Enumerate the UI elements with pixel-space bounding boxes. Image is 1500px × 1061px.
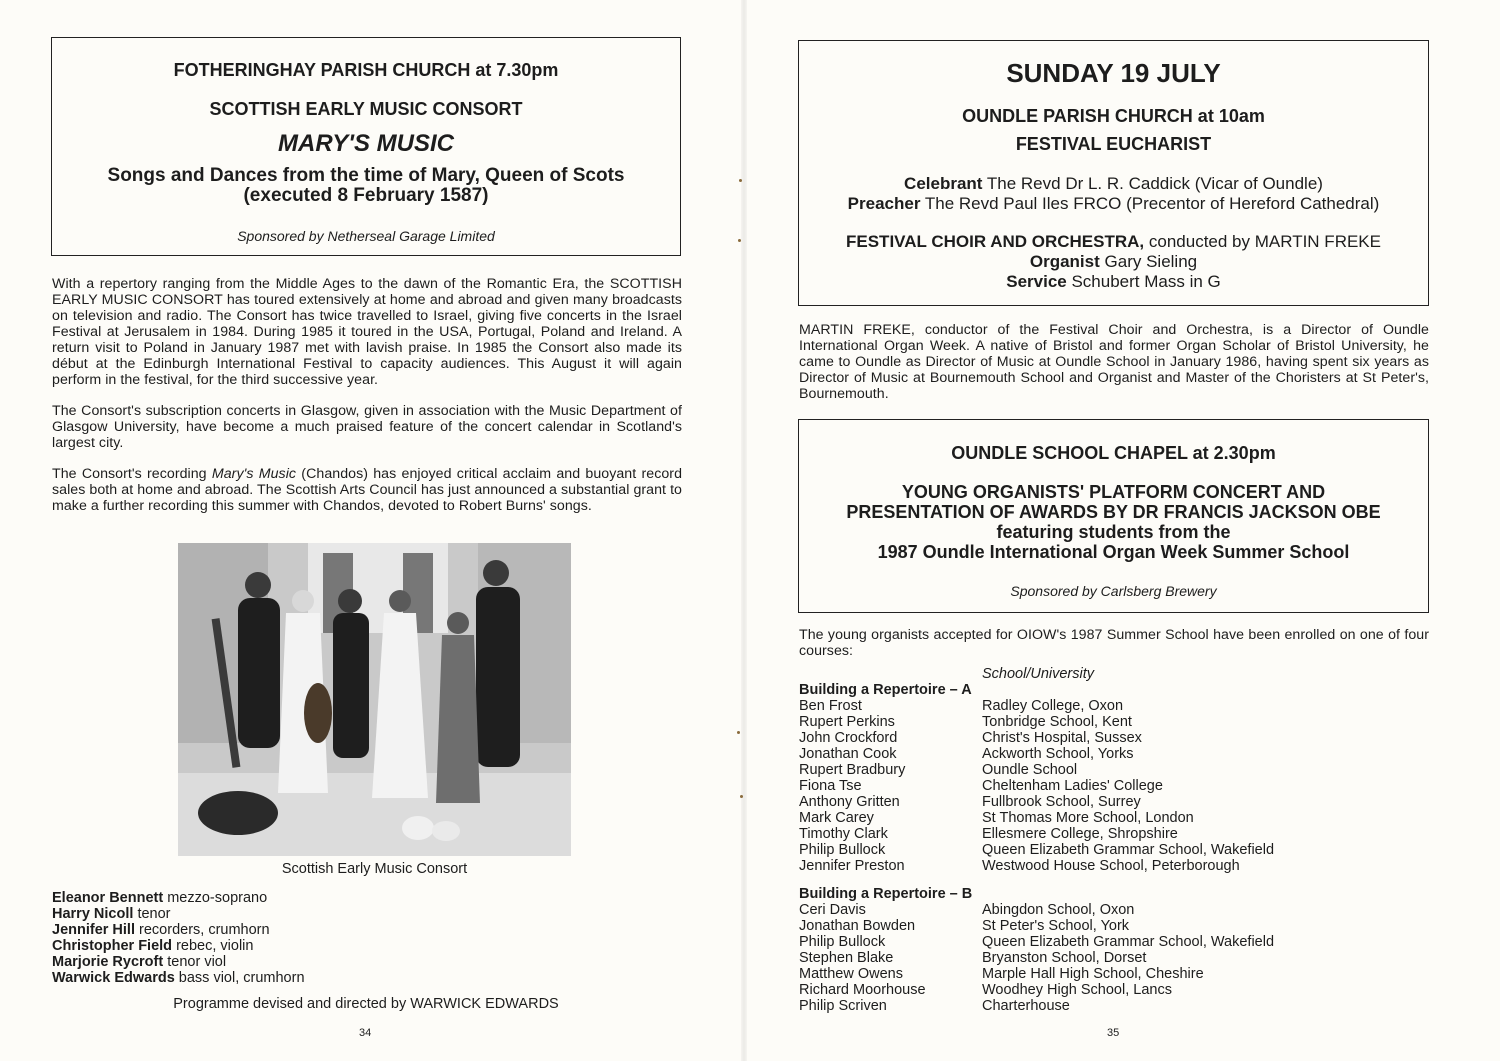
performer-row: [52, 890, 305, 906]
student-row: [799, 698, 1439, 714]
student-name: John Crockford: [799, 730, 898, 746]
recording-title: Mary's Music: [211, 466, 297, 482]
celebrant-line: [799, 174, 1428, 194]
student-row: [799, 810, 1439, 826]
student-row: [799, 966, 1439, 982]
text-span: The Consort's recording: [52, 466, 212, 482]
sunday-eucharist-box: [798, 40, 1429, 306]
field-value: Gary Sieling: [1104, 252, 1198, 271]
student-row: [799, 982, 1439, 998]
student-school: Abingdon School, Oxon: [982, 902, 1135, 918]
paragraph: The young organists accepted for OIOW's 1987 Summer School have been enrolled on one of four courses:: [799, 627, 1429, 659]
student-row: [799, 934, 1439, 950]
student-row: [799, 762, 1439, 778]
performer-name: Eleanor Bennett: [52, 890, 164, 906]
venue-heading: OUNDLE SCHOOL CHAPEL at 2.30pm: [951, 443, 1276, 463]
performer-list: [52, 890, 305, 986]
student-school: Tonbridge School, Kent: [982, 714, 1132, 730]
text-span: (Chandos) has enjoyed critical acclaim and buoyant record sales both at home and abroad. The Scottish Arts Council has just announced a substantial grant to make a further recording this summer with Chandos, devoted to Robert Burns' songs.: [52, 466, 683, 514]
sponsor-line: Sponsored by Netherseal Garage Limited: [237, 228, 495, 244]
paragraph: [52, 466, 682, 514]
student-row: [799, 778, 1439, 794]
concert-heading: [799, 482, 1428, 562]
service-heading: FESTIVAL EUCHARIST: [1015, 134, 1212, 154]
student-name: Jennifer Preston: [799, 858, 905, 874]
student-school: Cheltenham Ladies' College: [982, 778, 1163, 794]
field-value: The Revd Dr L. R. Caddick (Vicar of Oundle): [986, 174, 1323, 193]
student-row: [799, 714, 1439, 730]
student-name: Philip Scriven: [799, 998, 887, 1014]
course-b-list: [799, 886, 1439, 1014]
heading-line: PRESENTATION OF AWARDS BY DR FRANCIS JACKSON OBE: [846, 502, 1381, 522]
student-name: Anthony Gritten: [799, 794, 900, 810]
right-page: [745, 0, 1500, 1061]
paragraph: MARTIN FREKE, conductor of the Festival Choir and Orchestra, is a Director of Oundle International Organ Week. A native of Bristol and former Organ Scholar of Bristol University, he came to Oundle as Director of Music at Oundle School in January 1986, having spent six years as Director of Music at Bournemouth School and Organist and Master of the Choristers at St Peter's, Bournemouth.: [799, 322, 1429, 402]
student-row: [799, 950, 1439, 966]
heading-line: YOUNG ORGANISTS' PLATFORM CONCERT AND: [901, 482, 1326, 502]
performer-name: Harry Nicoll: [52, 906, 134, 922]
performer-row: [52, 906, 305, 922]
subtitle-line: Songs and Dances from the time of Mary, Queen of Scots: [107, 165, 625, 186]
field-label: Celebrant: [904, 174, 983, 193]
school-column-header: School/University: [982, 666, 1095, 682]
student-row: [799, 858, 1439, 874]
course-a-list: [799, 682, 1439, 874]
student-school: Marple Hall High School, Cheshire: [982, 966, 1204, 982]
page-number: 34: [359, 1027, 372, 1039]
student-school: Ackworth School, Yorks: [982, 746, 1134, 762]
student-school: Queen Elizabeth Grammar School, Wakefield: [982, 842, 1275, 858]
student-school: Radley College, Oxon: [982, 698, 1124, 714]
performer-role: tenor viol: [167, 954, 227, 970]
field-value: Schubert Mass in G: [1071, 272, 1221, 291]
consort-photo: [178, 543, 571, 856]
courses-intro: [799, 627, 1429, 674]
heading-line: featuring students from the: [996, 522, 1231, 542]
preacher-line: [799, 194, 1428, 214]
programme-note: Programme devised and directed by WARWICK EDWARDS: [173, 996, 559, 1012]
venue-heading: FOTHERINGHAY PARISH CHURCH at 7.30pm: [173, 60, 559, 80]
sponsor-line: Sponsored by Carlsberg Brewery: [1010, 583, 1217, 599]
performer-role: recorders, crumhorn: [139, 922, 270, 938]
choir-line: [799, 232, 1428, 252]
course-title: Building a Repertoire – B: [799, 886, 973, 902]
student-name: Rupert Bradbury: [799, 762, 906, 778]
student-name: Rupert Perkins: [799, 714, 895, 730]
student-name: Philip Bullock: [799, 842, 886, 858]
performer-row: [52, 954, 305, 970]
school-chapel-box: [798, 419, 1429, 613]
performer-name: Warwick Edwards: [52, 970, 175, 986]
performer-role: mezzo-soprano: [167, 890, 268, 906]
field-label: Preacher: [847, 194, 921, 213]
student-school: Charterhouse: [982, 998, 1070, 1014]
concert-subtitle: [52, 166, 680, 206]
performer-role: rebec, violin: [176, 938, 254, 954]
student-school: St Thomas More School, London: [982, 810, 1194, 826]
freke-biography: [799, 322, 1429, 417]
date-heading: SUNDAY 19 JULY: [1006, 58, 1221, 88]
performer-row: [52, 938, 305, 954]
student-name: Jonathan Bowden: [799, 918, 916, 934]
venue-heading: OUNDLE PARISH CHURCH at 10am: [962, 106, 1265, 126]
performer-name: Marjorie Rycroft: [52, 954, 164, 970]
student-name: Mark Carey: [799, 810, 874, 826]
field-value: conducted by MARTIN FREKE: [1148, 232, 1381, 251]
student-row: [799, 794, 1439, 810]
consort-description: [52, 276, 682, 529]
student-school: Bryanston School, Dorset: [982, 950, 1147, 966]
student-name: Richard Moorhouse: [799, 982, 926, 998]
student-row: [799, 998, 1439, 1014]
student-school: Fullbrook School, Surrey: [982, 794, 1141, 810]
fotheringhay-concert-box: [51, 37, 681, 256]
left-page: [0, 0, 745, 1061]
performer-name: Jennifer Hill: [52, 922, 135, 938]
student-row: [799, 918, 1439, 934]
organist-line: [799, 252, 1428, 272]
field-label: FESTIVAL CHOIR AND ORCHESTRA,: [846, 232, 1145, 251]
student-school: Oundle School: [982, 762, 1078, 778]
course-title: Building a Repertoire – A: [799, 682, 972, 698]
concert-title: MARY'S MUSIC: [278, 130, 454, 157]
field-label: Organist: [1029, 252, 1100, 271]
student-school: Queen Elizabeth Grammar School, Wakefield: [982, 934, 1275, 950]
student-row: [799, 730, 1439, 746]
paragraph: With a repertory ranging from the Middle Ages to the dawn of the Romantic Era, the SCOTTISH EARLY MUSIC CONSORT has toured extensively at home and abroad and given many broadcasts on television and radio. The Consort has twice travelled to Israel, giving five concerts in the Israel Festival at Jerusalem in 1984. During 1985 it toured in the USA, Portugal, Poland and Ireland. A return visit to Poland in January 1987 met with lavish praise. In 1985 the Consort also made its début at the Edinburgh International Festival to capacity audiences. This August it will again perform in the festival, for the third successive year.: [52, 276, 682, 388]
student-school: Ellesmere College, Shropshire: [982, 826, 1178, 842]
subtitle-line: (executed 8 February 1587): [243, 185, 489, 206]
student-name: Jonathan Cook: [799, 746, 897, 762]
performer-row: [52, 922, 305, 938]
student-name: Fiona Tse: [799, 778, 862, 794]
photo-illustration: [178, 543, 571, 856]
student-row: [799, 826, 1439, 842]
student-name: Ceri Davis: [799, 902, 866, 918]
student-name: Timothy Clark: [799, 826, 888, 842]
student-row: [799, 842, 1439, 858]
student-school: Christ's Hospital, Sussex: [982, 730, 1142, 746]
service-line: [799, 272, 1428, 292]
field-label: Service: [1006, 272, 1067, 291]
heading-line: 1987 Oundle International Organ Week Summer School: [877, 542, 1350, 562]
student-name: Stephen Blake: [799, 950, 894, 966]
student-row: [799, 746, 1439, 762]
performer-role: tenor: [137, 906, 171, 922]
student-name: Matthew Owens: [799, 966, 903, 982]
student-row: [799, 902, 1439, 918]
page-number: 35: [1107, 1027, 1120, 1039]
field-value: The Revd Paul Iles FRCO (Precentor of Hereford Cathedral): [924, 194, 1380, 213]
student-school: Woodhey High School, Lancs: [982, 982, 1172, 998]
paragraph: The Consort's subscription concerts in Glasgow, given in association with the Music Department of Glasgow University, have become a much praised feature of the concert calendar in Scotland's largest city.: [52, 403, 682, 451]
student-school: Westwood House School, Peterborough: [982, 858, 1240, 874]
student-school: St Peter's School, York: [982, 918, 1130, 934]
photo-caption: Scottish Early Music Consort: [281, 861, 468, 877]
student-name: Ben Frost: [799, 698, 862, 714]
performer-row: [52, 970, 305, 986]
performer-heading: SCOTTISH EARLY MUSIC CONSORT: [209, 99, 523, 119]
performer-name: Christopher Field: [52, 938, 173, 954]
student-name: Philip Bullock: [799, 934, 886, 950]
performer-role: bass viol, crumhorn: [178, 970, 305, 986]
